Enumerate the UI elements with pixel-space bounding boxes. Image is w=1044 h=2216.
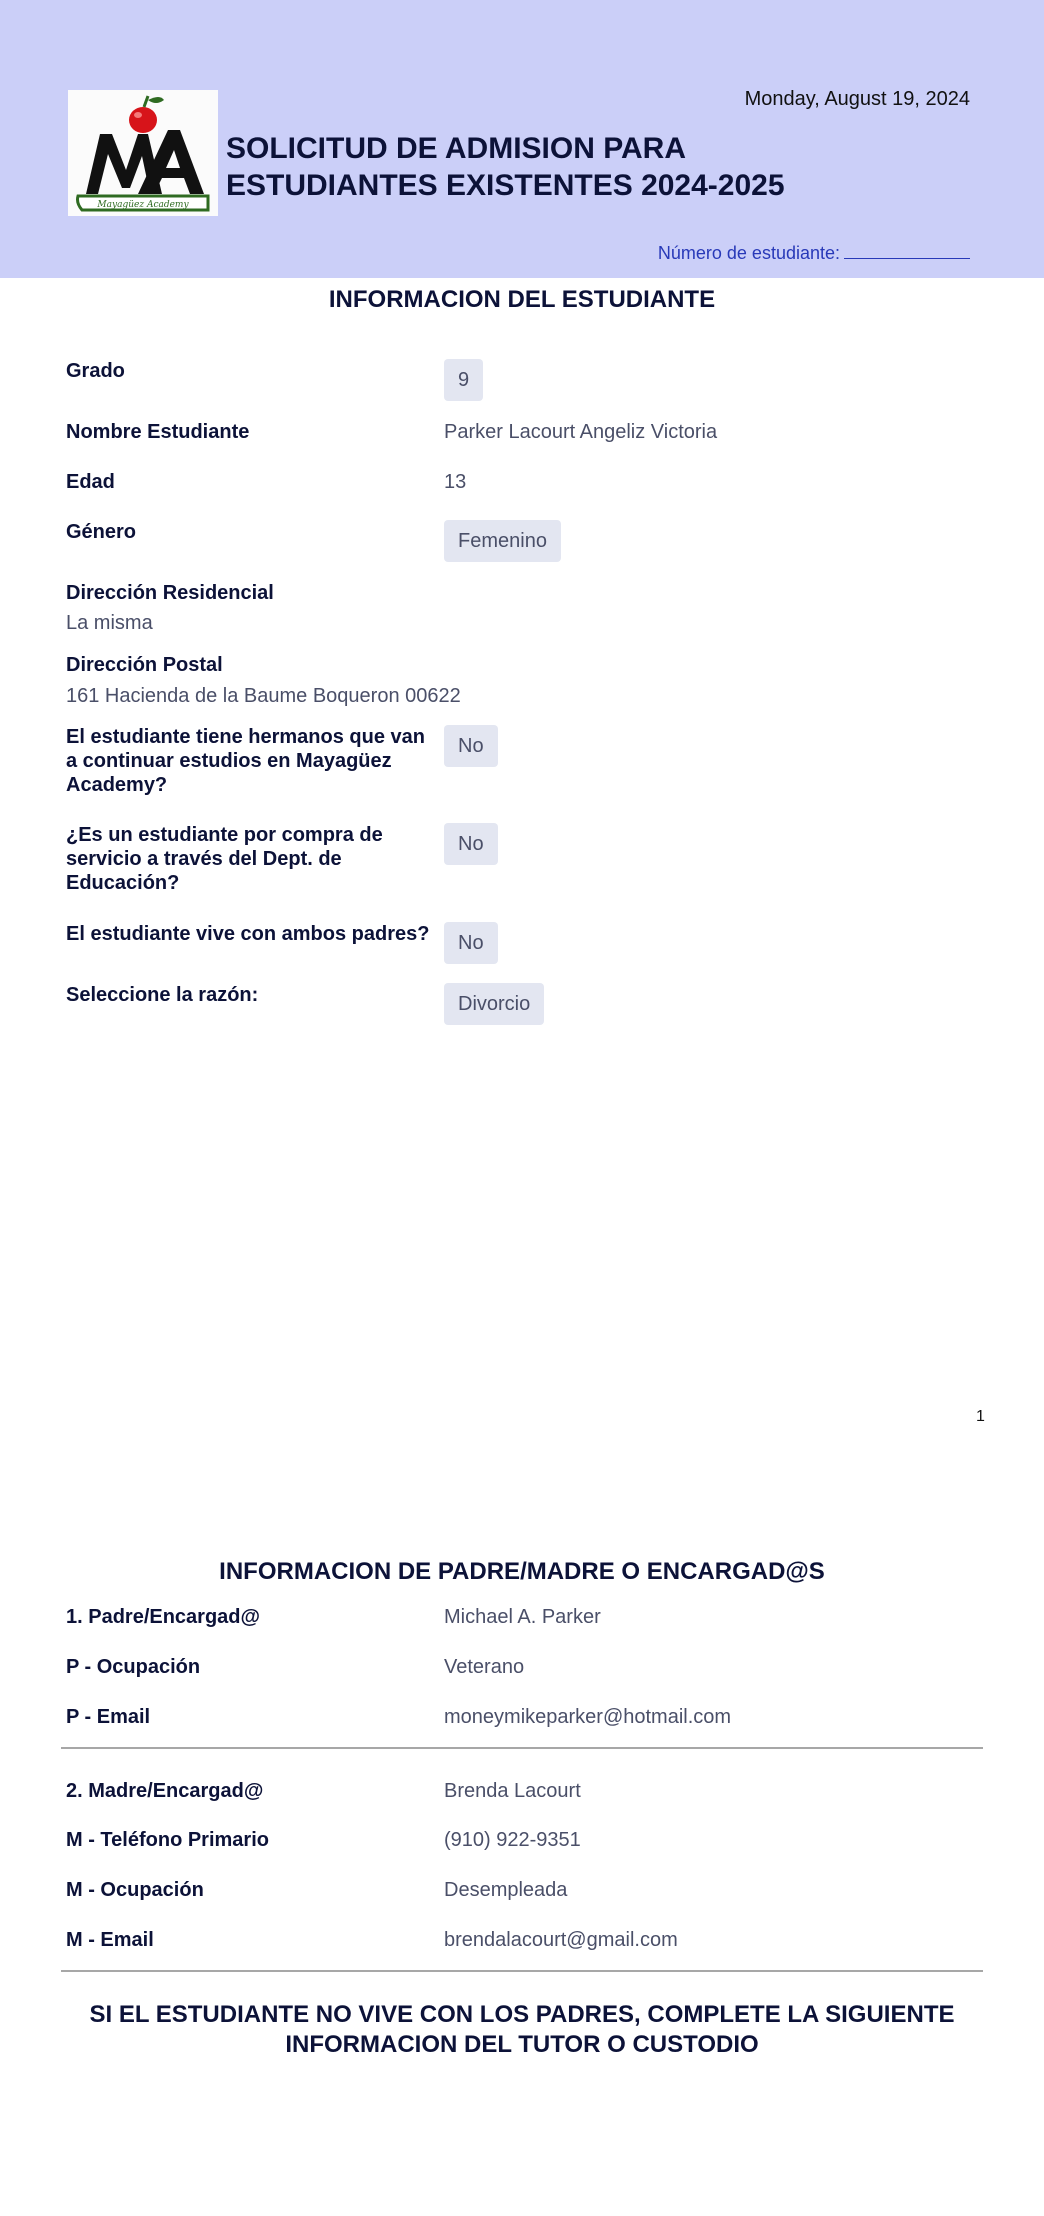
m-email-value: brendalacourt@gmail.com <box>444 1929 678 1951</box>
student-section-title: INFORMACION DEL ESTUDIANTE <box>328 286 716 313</box>
m-ocupacion-label: M - Ocupación <box>66 1879 204 1901</box>
page-title <box>226 130 846 204</box>
p-email-label: P - Email <box>66 1706 151 1728</box>
m-telefono-value: (910) 922-9351 <box>444 1829 581 1851</box>
section-divider <box>61 1970 983 1972</box>
direccion-residencial-label: Dirección Residencial <box>66 582 274 604</box>
padre-label: 1. Padre/Encargad@ <box>66 1606 261 1628</box>
m-telefono-label: M - Teléfono Primario <box>66 1829 269 1851</box>
header-banner <box>0 0 1044 278</box>
parents-section-title: INFORMACION DE PADRE/MADRE O ENCARGAD@S <box>219 1558 825 1585</box>
guardian-title-line-1: SI EL ESTUDIANTE NO VIVE CON LOS PADRES, COMPLETE LA SIGUIENTE <box>89 2001 955 2028</box>
student-number-label: Número de estudiante: <box>657 243 840 263</box>
direccion-postal-label: Dirección Postal <box>66 654 223 676</box>
page-number: 1 <box>976 1408 985 1425</box>
hermanos-label-line-1: El estudiante tiene hermanos que van <box>66 726 425 748</box>
nombre-label: Nombre Estudiante <box>66 421 250 443</box>
m-email-label: M - Email <box>66 1929 154 1951</box>
hermanos-label <box>66 725 436 797</box>
compra-servicio-label <box>66 823 436 895</box>
compra-servicio-label-line-2: servicio a través del Dept. de <box>66 848 342 870</box>
guardian-section-title <box>80 2000 964 2060</box>
ambos-padres-label: El estudiante vive con ambos padres? <box>66 923 430 945</box>
ambos-padres-value[interactable]: No <box>444 922 498 964</box>
p-ocupacion-label: P - Ocupación <box>66 1656 201 1678</box>
madre-value: Brenda Lacourt <box>444 1780 581 1802</box>
hermanos-label-line-3: Academy? <box>66 774 168 796</box>
grado-value[interactable]: 9 <box>444 359 483 401</box>
school-logo-icon <box>68 90 218 216</box>
form-date: Monday, August 19, 2024 <box>744 88 970 110</box>
hermanos-label-line-2: a continuar estudios en Mayagüez <box>66 750 392 772</box>
student-number-blank[interactable] <box>844 242 970 259</box>
grado-label: Grado <box>66 360 125 382</box>
hermanos-value[interactable]: No <box>444 725 498 767</box>
p-ocupacion-value: Veterano <box>444 1656 525 1678</box>
direccion-postal-value: 161 Hacienda de la Baume Boqueron 00622 <box>66 685 461 707</box>
m-ocupacion-value: Desempleada <box>444 1879 568 1901</box>
page-title-line-1: SOLICITUD DE ADMISION PARA <box>226 132 687 165</box>
section-divider <box>61 1747 983 1749</box>
p-email-value: moneymikeparker@hotmail.com <box>444 1706 732 1728</box>
compra-servicio-value[interactable]: No <box>444 823 498 865</box>
compra-servicio-label-line-3: Educación? <box>66 872 180 894</box>
guardian-title-line-2: INFORMACION DEL TUTOR O CUSTODIO <box>285 2031 759 2058</box>
direccion-residencial-value: La misma <box>66 612 153 634</box>
nombre-value: Parker Lacourt Angeliz Victoria <box>444 421 718 443</box>
genero-label: Género <box>66 521 137 543</box>
madre-label: 2. Madre/Encargad@ <box>66 1780 264 1802</box>
razon-label: Seleccione la razón: <box>66 984 259 1006</box>
page-title-line-2: ESTUDIANTES EXISTENTES 2024-2025 <box>226 169 785 202</box>
razon-value[interactable]: Divorcio <box>444 983 544 1025</box>
genero-value[interactable]: Femenino <box>444 520 561 562</box>
edad-value: 13 <box>444 471 467 493</box>
svg-text:Mayagüez Academy: Mayagüez Academy <box>97 200 189 210</box>
compra-servicio-label-line-1: ¿Es un estudiante por compra de <box>66 824 383 846</box>
padre-value: Michael A. Parker <box>444 1606 601 1628</box>
edad-label: Edad <box>66 471 115 493</box>
student-number-field[interactable] <box>658 242 970 264</box>
